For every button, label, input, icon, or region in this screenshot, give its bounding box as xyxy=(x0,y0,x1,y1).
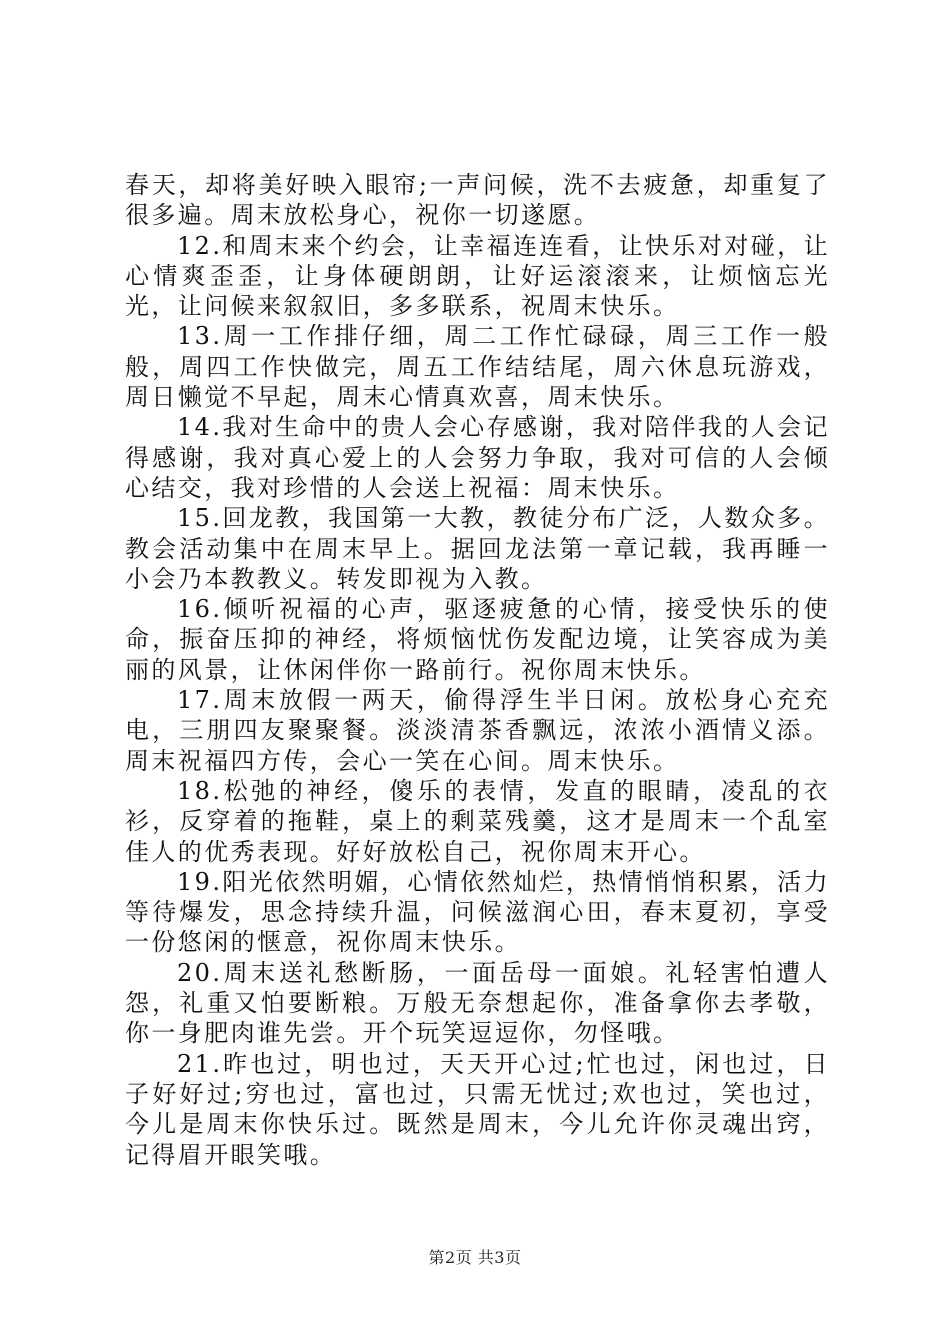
paragraph-item-16: 16.倾听祝福的心声，驱逐疲惫的心情，接受快乐的使命，振奋压抑的神经，将烦恼忧伤发配边境，让笑容成为美丽的风景，让休闲伴你一路前行。祝你周末快乐。 xyxy=(125,595,830,684)
paragraph-item-18: 18.松弛的神经，傻乐的表情，发直的眼睛，凌乱的衣衫，反穿着的拖鞋，桌上的剩菜残羹，这才是周末一个乱室佳人的优秀表现。好好放松自己，祝你周末开心。 xyxy=(125,776,830,866)
paragraph-continuation: 春天，却将美好映入眼帘;一声问候，洗不去疲惫，却重复了很多遍。周末放松身心，祝你一切遂愿。 xyxy=(125,171,830,230)
paragraph-item-17: 17.周末放假一两天，偷得浮生半日闲。放松身心充充电，三朋四友聚聚餐。淡淡清茶香飘远，浓浓小酒情义添。周末祝福四方传，会心一笑在心间。周末快乐。 xyxy=(125,686,830,775)
paragraph-item-15: 15.回龙教，我国第一大教，教徒分布广泛，人数众多。教会活动集中在周末早上。据回龙法第一章记载，我再睡一小会乃本教教义。转发即视为入教。 xyxy=(125,504,830,593)
paragraph-item-13: 13.周一工作排仔细，周二工作忙碌碌，周三工作一般般，周四工作快做完，周五工作结结尾，周六休息玩游戏，周日懒觉不早起，周末心情真欢喜，周末快乐。 xyxy=(125,322,830,412)
paragraph-item-12: 12.和周末来个约会，让幸福连连看，让快乐对对碰，让心情爽歪歪，让身体硬朗朗，让好运滚滚来，让烦恼忘光光，让问候来叙叙旧，多多联系，祝周末快乐。 xyxy=(125,231,830,321)
document-body xyxy=(125,170,830,1170)
paragraph-item-19: 19.阳光依然明媚，心情依然灿烂，热情悄悄积累，活力等待爆发，思念持续升温，问候滋润心田，春末夏初，享受一份悠闲的惬意，祝你周末快乐。 xyxy=(125,867,830,957)
paragraph-item-21: 21.昨也过，明也过，天天开心过;忙也过，闲也过，日子好好过;穷也过，富也过，只需无忧过;欢也过，笑也过，今儿是周末你快乐过。既然是周末，今儿允许你灵魂出窍，记得眉开眼笑哦。 xyxy=(125,1049,830,1169)
paragraph-item-14: 14.我对生命中的贵人会心存感谢，我对陪伴我的人会记得感谢，我对真心爱上的人会努力争取，我对可信的人会倾心结交，我对珍惜的人会送上祝福：周末快乐。 xyxy=(125,413,830,502)
page-number-footer: 第2页 共3页 xyxy=(428,1248,522,1267)
paragraph-item-20: 20.周末送礼愁断肠，一面岳母一面娘。礼轻害怕遭人怨，礼重又怕要断粮。万般无奈想起你，准备拿你去孝敬，你一身肥肉谁先尝。开个玩笑逗逗你，勿怪哦。 xyxy=(125,958,830,1048)
